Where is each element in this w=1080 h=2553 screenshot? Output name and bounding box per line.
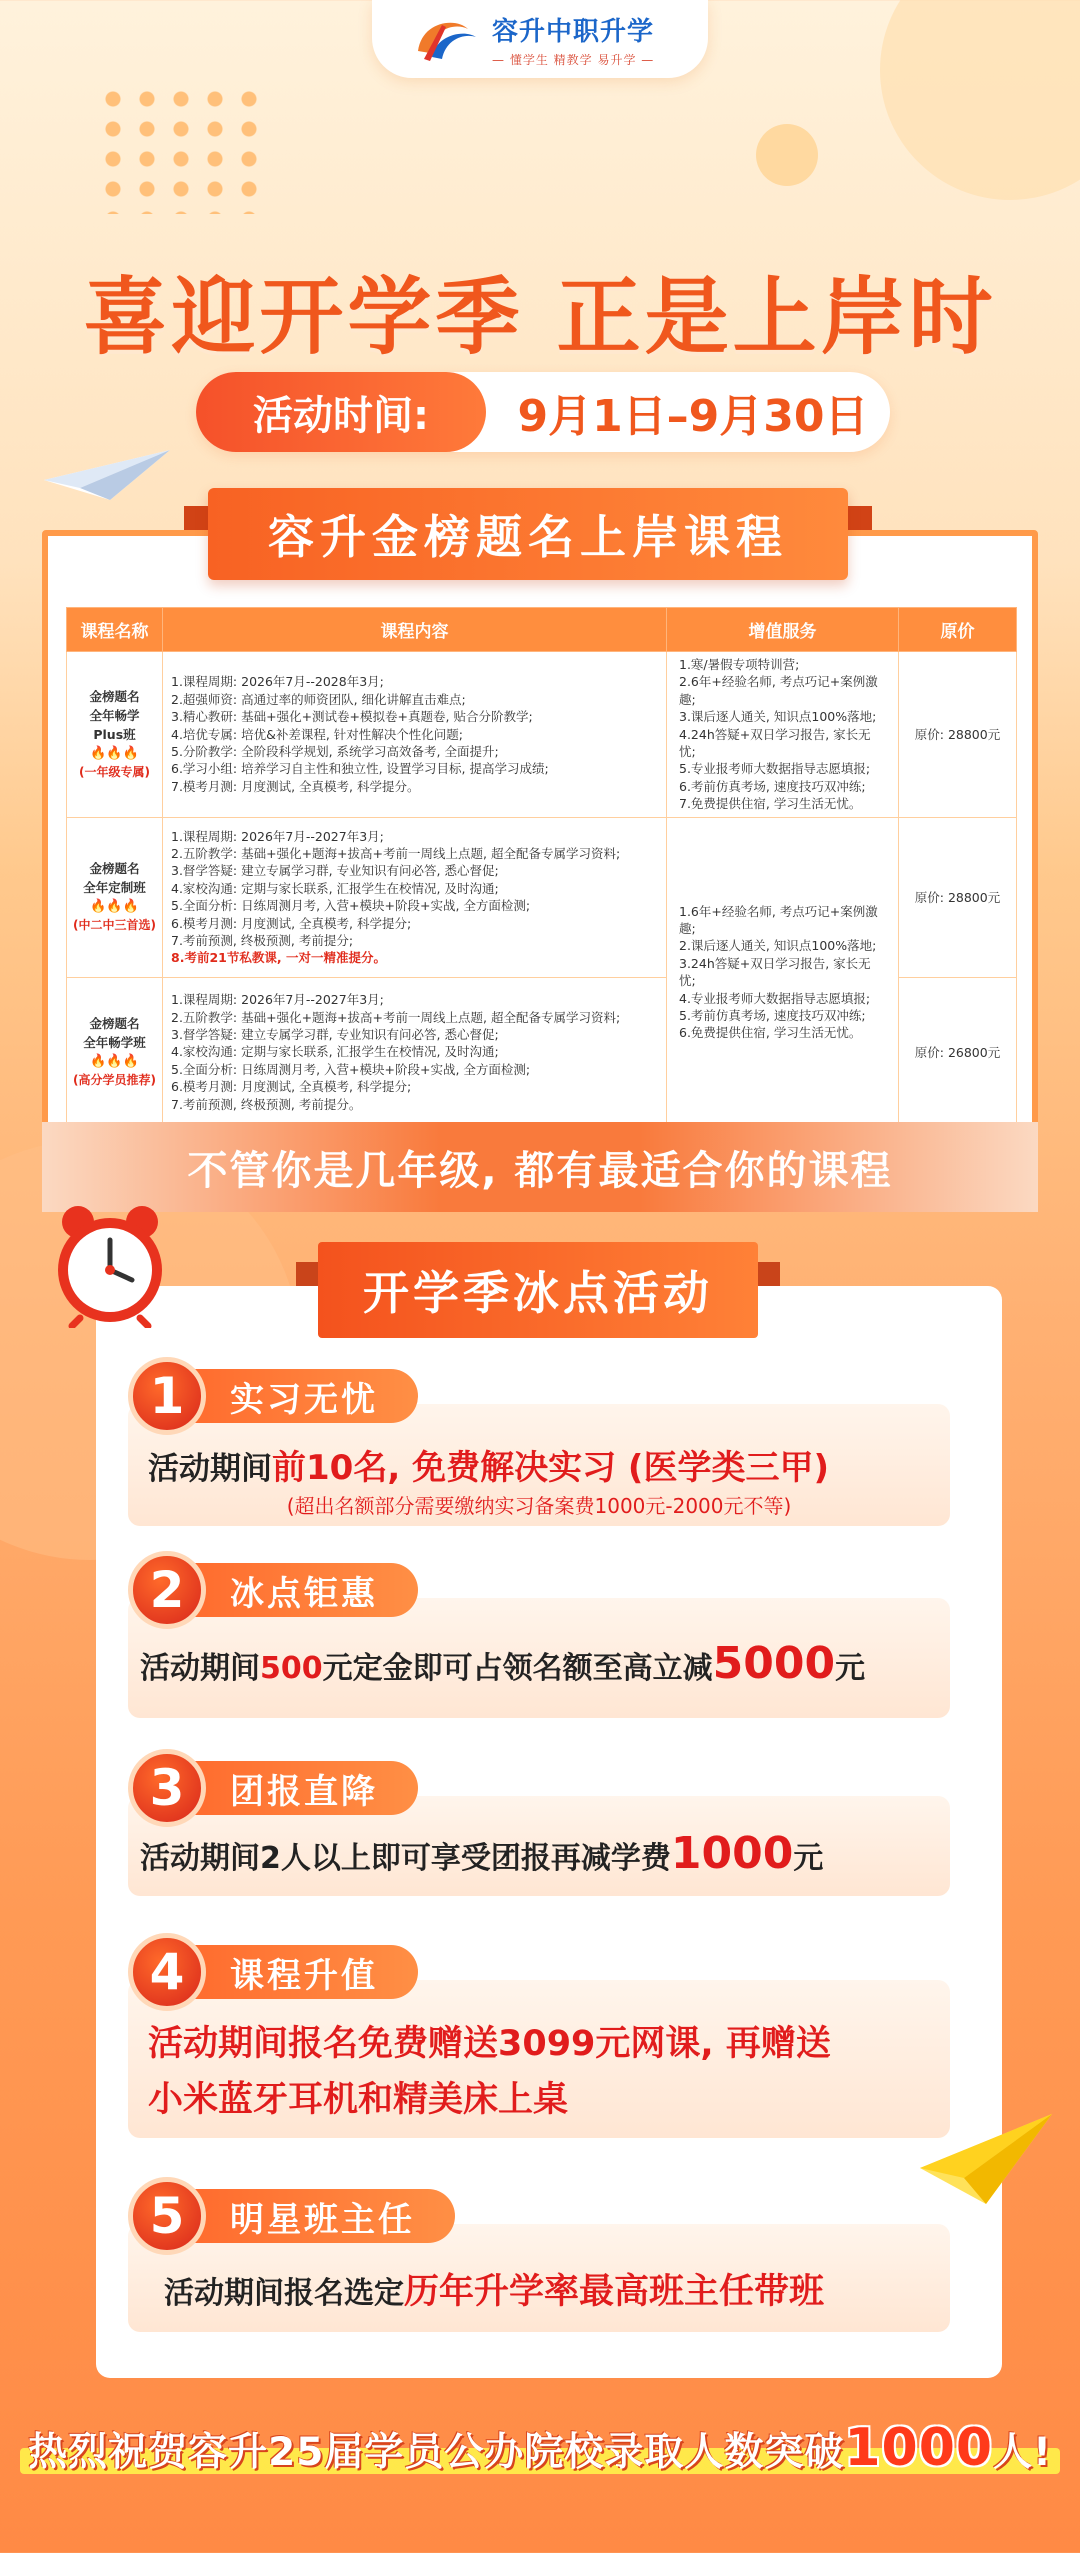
- service-line: 6.免费提供住宿, 学习生活无忧。: [679, 1025, 862, 1041]
- item-highlight: 500: [260, 1651, 323, 1686]
- activity-item-5: [128, 2187, 950, 2332]
- activity-header: 开学季冰点活动: [318, 1242, 758, 1338]
- activity-date-label: 活动时间:: [196, 372, 486, 452]
- content-line: 3.督学答疑: 建立专属学习群, 专业知识有问必答, 悉心督促;: [171, 1027, 499, 1043]
- content-line: 2.超强师资: 高通过率的师资团队, 细化讲解直击难点;: [171, 691, 466, 707]
- course-banner: 容升金榜题名上岸课程: [208, 488, 848, 580]
- item-text: 活动期间报名选定: [164, 2276, 404, 2311]
- course-name-line: 全年定制班: [83, 880, 146, 896]
- item-title: 课程升值: [178, 1945, 418, 1999]
- item-body: [140, 1828, 930, 1879]
- item-title: 冰点钜惠: [178, 1563, 418, 1617]
- course-tag: (中二中三首选): [73, 918, 156, 933]
- content-line: 5.分阶教学: 全阶段科学规划, 系统学习高效备考, 全面提升;: [171, 744, 499, 760]
- content-line: 6.模考月测: 月度测试, 全真模考, 科学提分;: [171, 915, 412, 931]
- course-content-cell: [163, 817, 667, 977]
- activity-date-value: 9月1日–9月30日: [517, 391, 869, 442]
- content-line: 4.家校沟通: 定期与家长联系, 汇报学生在校情况, 及时沟通;: [171, 1044, 499, 1060]
- paper-plane-left-icon: [40, 440, 180, 510]
- service-line: 5.考前仿真考场, 速度技巧双冲练;: [679, 1007, 866, 1023]
- service-line: 3.24h答疑+双日学习报告, 家长无忧;: [679, 955, 871, 989]
- table-row: [67, 652, 1017, 818]
- footer-congrats: [0, 2418, 1080, 2478]
- course-service-cell: [667, 652, 899, 818]
- course-table: [66, 607, 1017, 1128]
- service-line: 2.6年+经验名师, 考点巧记+案例激趣;: [679, 674, 878, 707]
- course-name-cell: [67, 977, 163, 1127]
- flame-icon: 🔥🔥🔥: [90, 899, 139, 915]
- course-service-shared-cell: [667, 817, 899, 1127]
- activity-item-3: [128, 1759, 950, 1896]
- content-line: 2.五阶教学: 基础+强化+题海+拔高+考前一周线上点题, 超全配备专属学习资料;: [171, 845, 621, 861]
- activity-date-pill: [196, 372, 890, 452]
- item-body: [164, 2264, 930, 2314]
- content-line: 4.家校沟通: 定期与家长联系, 汇报学生在校情况, 及时沟通;: [171, 880, 499, 896]
- course-content-cell: [163, 977, 667, 1127]
- course-name-line: 全年畅学班: [83, 1035, 146, 1051]
- item-highlight: 1000: [670, 1828, 794, 1879]
- content-line: 1.课程周期: 2026年7月--2028年3月;: [171, 674, 384, 690]
- item-body-line: 活动期间报名免费赠送3099元网课, 再赠送: [148, 2024, 831, 2064]
- paper-plane-right-icon: [916, 2108, 1056, 2208]
- content-line: 7.考前预测, 终极预测, 考前提分;: [171, 932, 354, 948]
- footer-text: 人!: [993, 2430, 1052, 2475]
- course-tag: (一年级专属): [79, 764, 150, 779]
- col-header-content: 课程内容: [163, 608, 667, 652]
- content-line: 6.学习小组: 培养学习自主性和独立性, 设置学习目标, 提高学习成绩;: [171, 761, 549, 777]
- deco-circle-large: [880, 0, 1080, 200]
- alarm-clock-icon: [50, 1200, 170, 1328]
- content-line: 1.课程周期: 2026年7月--2027年3月;: [171, 828, 384, 844]
- course-content-cell: [163, 652, 667, 818]
- footer-number: 1000: [844, 2418, 994, 2478]
- content-line: 3.督学答疑: 建立专属学习群, 专业知识有问必答, 悉心督促;: [171, 863, 499, 879]
- service-line: 6.考前仿真考场, 速度技巧双冲练;: [679, 778, 866, 794]
- item-highlight: 前10名, 免费解决实习 (医学类三甲): [272, 1448, 829, 1488]
- course-name-line: 全年畅学: [89, 707, 140, 723]
- item-text: 元: [793, 1841, 824, 1876]
- course-slogan: 不管你是几年级, 都有最适合你的课程: [42, 1122, 1038, 1212]
- course-price-cell: 原价: 28800元: [899, 652, 1017, 818]
- item-title: 实习无忧: [178, 1369, 418, 1423]
- content-line: 1.课程周期: 2026年7月--2027年3月;: [171, 992, 384, 1008]
- content-line: 4.培优专属: 培优&补差课程, 针对性解决个性化问题;: [171, 726, 464, 742]
- service-line: 4.专业报考师大数据指导志愿填报;: [679, 990, 871, 1006]
- content-line: 5.全面分析: 日练周测月考, 入营+模块+阶段+实战, 全方面检测;: [171, 1061, 531, 1077]
- course-price-cell: 原价: 26800元: [899, 977, 1017, 1127]
- service-line: 4.24h答疑+双日学习报告, 家长无忧;: [679, 726, 871, 760]
- item-text: 活动期间: [140, 1651, 260, 1686]
- service-line: 1.寒/暑假专项特训营;: [679, 657, 800, 672]
- item-body: [148, 1440, 930, 1489]
- item-number-badge: 2: [128, 1551, 206, 1629]
- course-tag: (高分学员推荐): [73, 1073, 156, 1088]
- activity-item-2: [128, 1561, 950, 1718]
- service-line: 5.专业报考师大数据指导志愿填报;: [679, 761, 871, 777]
- content-line: 6.模考月测: 月度测试, 全真模考, 科学提分;: [171, 1079, 412, 1095]
- deco-dots: [96, 84, 266, 214]
- course-table-header: [67, 608, 1017, 652]
- service-line: 2.课后逐人通关, 知识点100%落地;: [679, 938, 877, 954]
- item-number-badge: 5: [128, 2177, 206, 2255]
- flame-icon: 🔥🔥🔥: [90, 1054, 139, 1070]
- course-name-line: Plus班: [93, 726, 136, 742]
- item-number-badge: 3: [128, 1749, 206, 1827]
- item-body-line: 小米蓝牙耳机和精美床上桌: [148, 2080, 569, 2120]
- logo-icon: [412, 11, 482, 67]
- footer-text: 热烈祝贺容升25届学员公办院校录取人数突破: [28, 2430, 845, 2475]
- content-line: 5.全面分析: 日练周测月考, 入营+模块+阶段+实战, 全方面检测;: [171, 898, 531, 914]
- activity-item-1: [128, 1367, 950, 1526]
- col-header-name: 课程名称: [67, 608, 163, 652]
- activity-item-4: [128, 1943, 950, 2138]
- service-line: 3.课后逐人通关, 知识点100%落地;: [679, 709, 877, 725]
- item-note: (超出名额部分需要缴纳实习备案费1000元-2000元不等): [286, 1494, 792, 1518]
- course-price-cell: 原价: 28800元: [899, 817, 1017, 977]
- course-name-line: 金榜题名: [89, 861, 140, 877]
- content-line: 7.考前预测, 终极预测, 考前提分。: [171, 1096, 362, 1112]
- flame-icon: 🔥🔥🔥: [90, 745, 139, 761]
- course-name-line: 金榜题名: [89, 1016, 140, 1032]
- content-line: 3.精心教研: 基础+强化+测试卷+模拟卷+真题卷, 贴合分阶教学;: [171, 709, 533, 725]
- course-name-cell: [67, 817, 163, 977]
- course-name-line: 金榜题名: [89, 688, 140, 704]
- brand-logo: [372, 0, 708, 78]
- col-header-price: 原价: [899, 608, 1017, 652]
- item-title: 明星班主任: [178, 2189, 455, 2243]
- item-highlight: 历年升学率最高班主任带班: [404, 2272, 825, 2312]
- item-text: 元定金即可占领名额至高立减: [322, 1651, 713, 1686]
- item-title: 团报直降: [178, 1761, 418, 1815]
- item-text: 元: [835, 1651, 866, 1686]
- content-line: 7.模考月测: 月度测试, 全真模考, 科学提分。: [171, 778, 420, 794]
- deco-circle-small: [756, 124, 818, 186]
- service-line: 1.6年+经验名师, 考点巧记+案例激趣;: [679, 903, 878, 936]
- course-name-cell: [67, 652, 163, 818]
- item-number-badge: 1: [128, 1357, 206, 1435]
- item-text: 活动期间2人以上即可享受团报再减学费: [140, 1841, 671, 1876]
- table-row: [67, 817, 1017, 977]
- item-text: 活动期间: [148, 1451, 272, 1487]
- item-highlight: 5000: [712, 1638, 836, 1689]
- item-number-badge: 4: [128, 1933, 206, 2011]
- logo-name: 容升中职升学: [492, 16, 655, 47]
- item-body: [140, 1638, 930, 1689]
- content-line-highlight: 8.考前21节私教课, 一对一精准提分。: [171, 950, 386, 966]
- logo-slogan: — 懂学生 精教学 易升学 —: [492, 52, 655, 67]
- content-line: 2.五阶教学: 基础+强化+题海+拔高+考前一周线上点题, 超全配备专属学习资料;: [171, 1009, 621, 1025]
- col-header-service: 增值服务: [667, 608, 899, 652]
- service-line: 7.免费提供住宿, 学习生活无忧。: [679, 796, 862, 812]
- hero-title: 喜迎开学季 正是上岸时: [83, 268, 997, 366]
